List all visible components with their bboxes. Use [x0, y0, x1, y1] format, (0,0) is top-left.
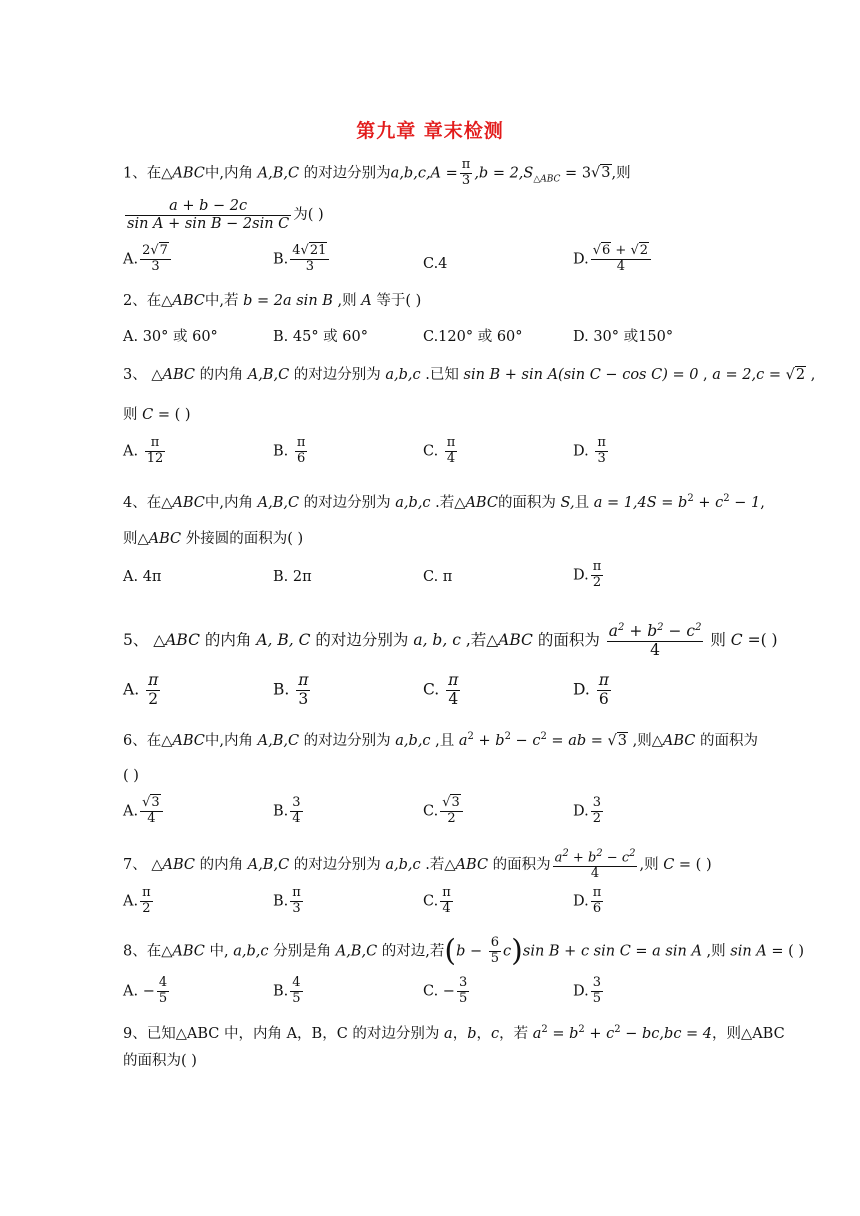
q6-option-c[interactable]: C. $\frac{√3}{2}$	[423, 796, 465, 827]
q2-option-d[interactable]: D. 30° 或150°	[573, 329, 674, 345]
question-7-stem: 7、 △ABC 的内角 A,B,C 的对边分别为 a,b,c .若△ABC 的面积为 $\frac{a^2 + b^2 - c^2}{4}$ ,则 C = ( )	[123, 848, 712, 882]
q4-option-a[interactable]: A. 4π	[123, 569, 162, 585]
q2-option-c[interactable]: C.120° 或 60°	[423, 329, 523, 345]
q5-option-b[interactable]: B. $\frac{\pi}{3}$	[273, 671, 309, 708]
q3-option-c[interactable]: C. $\frac{\pi}{4}$	[423, 435, 456, 466]
q1-pi-over-3: $\frac{\pi}{3}$	[461, 157, 471, 188]
question-3-stem-line-1: 3、 △ABC 的内角 A,B,C 的对边分别为 a,b,c .已知 sin B + sin A(sin C − cos C) = 0 , a = 2,c = √2 ,	[123, 367, 816, 383]
q4-option-b[interactable]: B. 2π	[273, 569, 312, 585]
question-9-stem-line-1: 9、已知△ABC 中，内角 A，B，C 的对边分别为 a，b，c，若 $a^2 = b^2 + c^2 - bc,bc = 4$，则△ABC	[123, 1024, 785, 1042]
q4-option-d[interactable]: D. $\frac{\pi}{2}$	[573, 559, 602, 590]
q1-option-b[interactable]: B. $\frac{4√21}{3}$	[273, 244, 331, 275]
q2-option-a[interactable]: A. 30° 或 60°	[123, 329, 218, 345]
q1-expression-fraction: $\frac{a + b - 2c}{\text{sin A + sin B − 2sin C}}$	[127, 198, 290, 232]
question-6-stem-line-2: ( )	[123, 768, 139, 784]
q8-option-c[interactable]: C. − $\frac{3}{5}$	[423, 975, 468, 1006]
q7-area-fraction: $\frac{a^2 + b^2 - c^2}{4}$	[554, 848, 636, 882]
q5-area-fraction: $\frac{a^2 + b^2 - c^2}{4}$	[608, 622, 702, 659]
question-1-stem-line-1: 1、在△ABC中,内角 A,B,C 的对边分别为a,b,c,A = $\frac{\pi}{3}$ $,b = 2,S_{\triangle ABC} = 3√3$,则	[123, 157, 631, 188]
q7-option-a[interactable]: A. $\frac{\pi}{2}$	[123, 885, 151, 916]
q8-option-b[interactable]: B. $\frac{4}{5}$	[273, 975, 301, 1006]
q5-option-d[interactable]: D. $\frac{\pi}{6}$	[573, 671, 609, 708]
q2-option-b[interactable]: B. 45° 或 60°	[273, 329, 368, 345]
question-3-stem-line-2: 则 C = ( )	[123, 407, 191, 423]
q1-option-a[interactable]: A. $\frac{2√7}{3}$	[123, 244, 173, 275]
question-4-stem-line-2: 则△ABC 外接圆的面积为( )	[123, 531, 304, 547]
q6-option-d[interactable]: D. $\frac{3}{2}$	[573, 795, 601, 826]
question-8-stem: 8、在△ABC 中, a,b,c 分别是角 A,B,C 的对边,若(b − $\frac{6}{5}$ c)sin B + c sin C = a sin A ,则 sin A = ( )	[123, 933, 805, 969]
q6-option-b[interactable]: B. $\frac{3}{4}$	[273, 795, 301, 826]
question-1-stem-line-2: $\frac{a + b - 2c}{\text{sin A + sin B − 2sin C}}$ 为( )	[127, 198, 324, 232]
question-9-stem-line-2: 的面积为( )	[123, 1053, 197, 1069]
q5-option-a[interactable]: A. $\frac{\pi}{2}$	[123, 671, 159, 708]
q8-option-a[interactable]: A. − $\frac{4}{5}$	[123, 975, 168, 1006]
q6-option-a[interactable]: A. $\frac{√3}{4}$	[123, 796, 165, 827]
question-2-stem: 2、在△ABC中,若 b = 2a sin B ,则 A 等于( )	[123, 293, 422, 309]
q3-option-b[interactable]: B. $\frac{\pi}{6}$	[273, 435, 306, 466]
q8-option-d[interactable]: D. $\frac{3}{5}$	[573, 975, 601, 1006]
q3-option-d[interactable]: D. $\frac{\pi}{3}$	[573, 435, 606, 466]
question-6-stem-line-1: 6、在△ABC中,内角 A,B,C 的对边分别为 a,b,c ,且 $a^2 + b^2 - c^2$ = ab = √3 ,则△ABC 的面积为	[123, 731, 758, 749]
question-4-stem-line-1: 4、在△ABC中,内角 A,B,C 的对边分别为 a,b,c .若△ABC的面积为 S,且 $a = 1,4S = b^2 + c^2 - 1$,	[123, 493, 765, 511]
question-5-stem: 5、 △ABC 的内角 A, B, C 的对边分别为 a, b, c ,若△ABC 的面积为 $\frac{a^2 + b^2 - c^2}{4}$ 则 C =( )	[123, 622, 778, 659]
q7-option-b[interactable]: B. $\frac{\pi}{3}$	[273, 885, 301, 916]
q1-option-c[interactable]: C.4	[423, 256, 448, 272]
q7-option-c[interactable]: C. $\frac{\pi}{4}$	[423, 885, 451, 916]
q1-sqrt-3: √3	[591, 165, 611, 182]
q4-option-c[interactable]: C. π	[423, 569, 453, 585]
q7-option-d[interactable]: D. $\frac{\pi}{6}$	[573, 885, 602, 916]
chapter-title: 第九章 章末检测	[356, 120, 504, 142]
q1-number: 1、	[123, 165, 147, 182]
q5-option-c[interactable]: C. $\frac{\pi}{4}$	[423, 671, 459, 708]
q1-option-d[interactable]: D. $\frac{√6 + √2}{4}$	[573, 244, 653, 275]
q3-option-a[interactable]: A. $\frac{\pi}{12}$	[123, 435, 164, 466]
